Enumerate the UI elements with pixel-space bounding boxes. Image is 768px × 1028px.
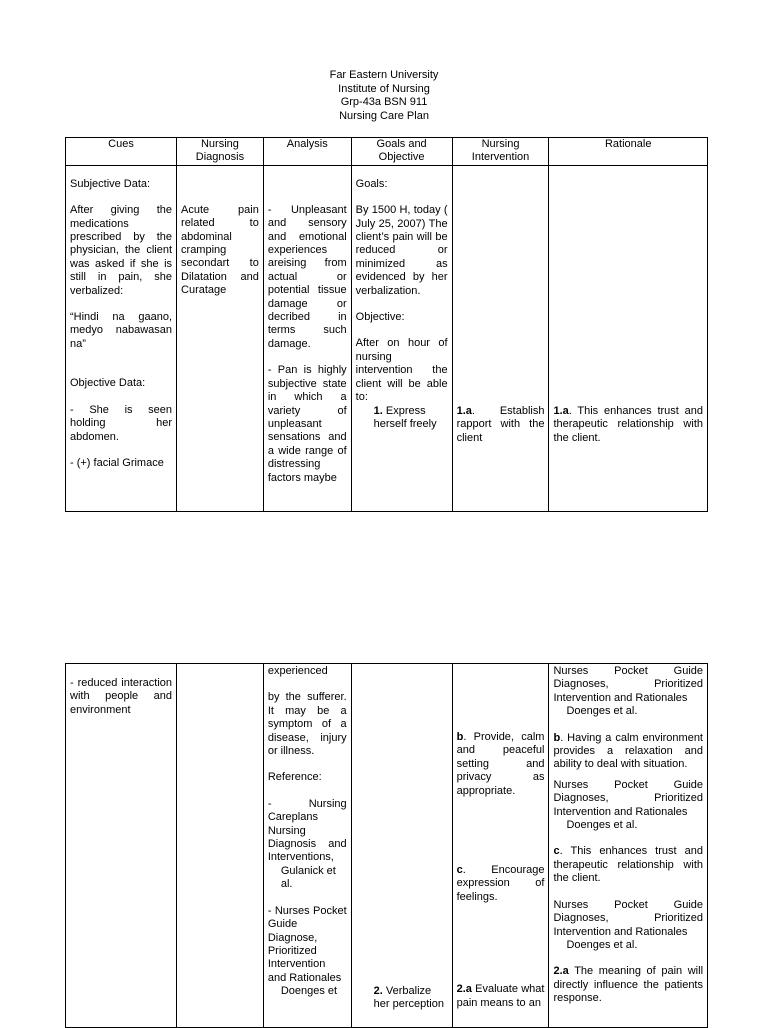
diagnosis-text: Acute pain related to abdominal cramping secondart to Dilatation and Curatage bbox=[181, 203, 259, 297]
reference-item: Nurses Pocket Guide Diagnoses, Prioritized Intervention and Rationales bbox=[553, 665, 703, 704]
objective-text: After on hour of nursing intervention the client will be able to: bbox=[355, 337, 448, 404]
column-header-diagnosis: Nursing Diagnosis bbox=[177, 138, 264, 166]
item-number: b bbox=[456, 731, 464, 743]
table-row bbox=[66, 664, 708, 1028]
reference-item: - Nurses Pocket Guide Diagnose, Prioritized Intervention and Rationales bbox=[267, 904, 347, 984]
objective-item: - She is seen holding her abdomen. bbox=[70, 403, 173, 443]
cues-cell bbox=[66, 165, 177, 511]
care-plan-table-page2 bbox=[65, 663, 708, 1028]
objective-item-1 bbox=[356, 405, 448, 432]
rationale-item bbox=[553, 965, 703, 1005]
cues-cell bbox=[66, 664, 177, 1028]
reference-label: Reference: bbox=[267, 771, 322, 784]
table-header-row bbox=[66, 138, 708, 166]
analysis-text: by the sufferer. It may be a symptom of a disease, injury or illness. bbox=[267, 691, 347, 758]
analysis-text: experienced bbox=[267, 665, 328, 677]
item-number: 2. bbox=[373, 985, 383, 997]
item-number: 1.a bbox=[456, 404, 472, 417]
item-text: . Provide, calm and peaceful setting and privacy as appropriate. bbox=[456, 731, 545, 797]
document-header bbox=[0, 69, 768, 123]
item-number: 1. bbox=[373, 404, 383, 417]
document-title: Nursing Care Plan bbox=[339, 109, 429, 122]
goals-cell bbox=[351, 165, 452, 511]
objective-label: Objective: bbox=[355, 311, 405, 324]
item-text: . Encourage expression of feelings. bbox=[456, 864, 545, 903]
reference-author: Doenges et al. bbox=[566, 705, 638, 718]
column-header-goals: Goals and Objective bbox=[351, 138, 452, 166]
diagnosis-cell bbox=[177, 664, 264, 1028]
column-header-cues: Cues bbox=[66, 138, 177, 166]
reference-author: Gulanick et al. bbox=[280, 864, 336, 891]
reference-author: Doenges et al. bbox=[566, 938, 638, 951]
column-header-analysis: Analysis bbox=[263, 138, 351, 166]
reference-item: Nurses Pocket Guide Diagnoses, Prioritized Intervention and Rationales bbox=[553, 778, 703, 818]
institute-name: Institute of Nursing bbox=[338, 82, 430, 95]
objective-label: Objective Data: bbox=[70, 377, 146, 390]
item-number: 1.a bbox=[553, 404, 569, 417]
column-header-intervention: Nursing Intervention bbox=[452, 138, 549, 166]
column-header-rationale: Rationale bbox=[549, 138, 708, 166]
intervention-item bbox=[457, 983, 545, 1010]
analysis-cell bbox=[263, 165, 351, 511]
item-text: . This enhances trust and therapeutic relationship with the client. bbox=[553, 845, 703, 885]
item-number: c bbox=[456, 864, 463, 877]
group-name: Grp-43a BSN 911 bbox=[340, 96, 428, 108]
reference-item: - Nursing Careplans Nursing Diagnosis and Interventions, bbox=[267, 797, 347, 864]
goals-cell bbox=[351, 664, 452, 1028]
analysis-cell bbox=[263, 664, 351, 1028]
subjective-text: After giving the medications prescribed by the physician, the client was asked if she is still in pain, she verbalized: bbox=[70, 204, 173, 297]
patient-quote: “Hindi na gaano, medyo nabawasan na” bbox=[70, 311, 173, 350]
reference-author: Doenges et al. bbox=[566, 819, 638, 832]
objective-item: - (+) facial Grimace bbox=[70, 456, 164, 469]
table-row bbox=[66, 165, 708, 511]
item-text: Evaluate what pain means to an bbox=[456, 983, 545, 1009]
diagnosis-cell bbox=[177, 165, 264, 511]
item-text: The meaning of pain will directly influence the patients response. bbox=[553, 965, 704, 1005]
intervention-cell bbox=[452, 165, 549, 511]
intervention-item bbox=[457, 864, 545, 904]
rationale-cell bbox=[549, 165, 708, 511]
item-text: . Having a calm environment provides a relaxation and ability to deal with situation. bbox=[553, 731, 703, 771]
goals-label: Goals: bbox=[355, 177, 388, 190]
item-number: 2.a bbox=[456, 983, 472, 996]
reference-item: Nurses Pocket Guide Diagnoses, Prioritized Intervention and Rationales bbox=[553, 898, 703, 938]
item-text: . This enhances trust and therapeutic relationship with the client. bbox=[553, 404, 703, 444]
objective-item-2 bbox=[356, 985, 448, 1012]
care-plan-table-page1 bbox=[65, 137, 708, 512]
intervention-cell bbox=[452, 664, 549, 1028]
rationale-item bbox=[553, 845, 703, 885]
cues-text: - reduced interaction with people and environment bbox=[70, 677, 173, 716]
item-text: Verbalize her perception bbox=[373, 985, 444, 1011]
item-number: 2.a bbox=[553, 965, 569, 978]
rationale-cell bbox=[549, 664, 708, 1028]
rationale-item bbox=[553, 405, 703, 445]
reference-author: Doenges et bbox=[280, 985, 338, 998]
intervention-item bbox=[457, 731, 545, 798]
item-number: c bbox=[553, 845, 560, 858]
intervention-item bbox=[457, 405, 545, 445]
rationale-item bbox=[553, 732, 703, 772]
subjective-label: Subjective Data: bbox=[70, 177, 151, 190]
item-text: Express herself freely bbox=[373, 404, 437, 430]
analysis-text: - Pan is highly subjective state in which a variety of unpleasant sensations and a wide range of distressing factors maybe bbox=[267, 364, 347, 484]
goals-text: By 1500 H, today ( July 25, 2007) The client’s pain will be reduced or minimized as evidenced by her verbalization. bbox=[355, 204, 448, 297]
item-text: . Establish rapport with the client bbox=[456, 404, 545, 444]
university-name: Far Eastern University bbox=[329, 69, 439, 81]
analysis-text: - Unpleasant and sensory and emotional experiences areising from actual or potential tissue damage or decribed in terms such damage. bbox=[267, 203, 347, 350]
item-number: b bbox=[553, 731, 561, 744]
